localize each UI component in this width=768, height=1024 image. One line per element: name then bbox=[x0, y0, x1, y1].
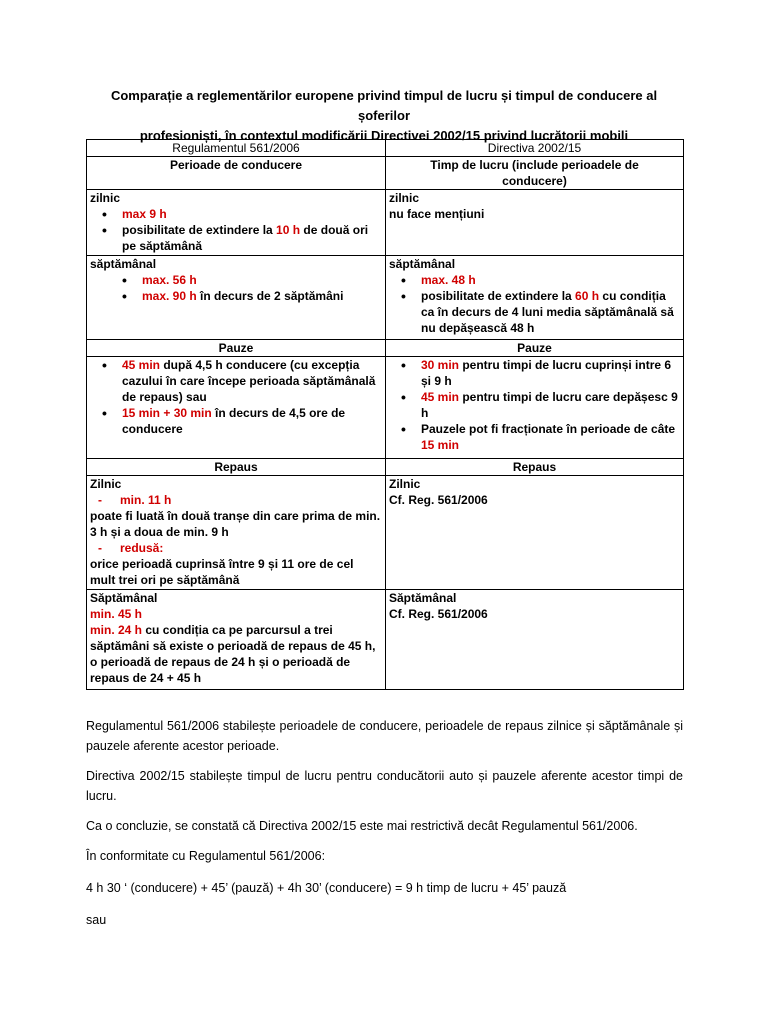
daily-right-cell bbox=[386, 190, 684, 256]
paragraph-6: sau bbox=[86, 913, 107, 927]
repaus-header-row bbox=[87, 459, 684, 476]
list-item: • max. 56 h bbox=[142, 272, 382, 288]
list-item: • 15 min + 30 min în decurs de 4,5 ore de conducere bbox=[122, 405, 382, 437]
repaus-weekly-row bbox=[87, 590, 684, 690]
repaus-weekly-min24: min. 24 h cu condiția ca pe parcursul a trei săptămâni să existe o perioadă de repaus de 45 h, o perioadă de repaus de 24 h și o perioadă de repaus de 24 + 45 h bbox=[90, 623, 376, 685]
comparison-table bbox=[86, 139, 684, 690]
repaus-weekly-left-cell bbox=[87, 590, 386, 690]
list-item: • Pauzele pot fi fracționate în perioade de câte 15 min bbox=[421, 421, 680, 453]
paragraph-5: 4 h 30 ‘ (conducere) + 45’ (pauză) + 4h 30’ (conducere) = 9 h timp de lucru + 45’ pauză bbox=[86, 881, 567, 895]
pauze-row bbox=[87, 357, 684, 459]
title-line-2: profesioniști, în contextul modificării Directivei 2002/15 privind lucrătorii mobili bbox=[139, 128, 629, 143]
daily-list bbox=[90, 206, 382, 254]
repaus-daily-row bbox=[87, 476, 684, 590]
repaus-daily-text-1: poate fi luată în două tranșe din care prima de min. 3 h și a doua de min. 9 h bbox=[90, 509, 381, 539]
table-subheader-row bbox=[87, 157, 684, 190]
table-row-daily bbox=[87, 190, 684, 256]
paragraph-2: Directiva 2002/15 stabilește timpul de lucru pentru conducătorii auto și pauzele aferente acestor timpi de lucru. bbox=[86, 769, 683, 803]
weekly-left-cell bbox=[87, 256, 386, 340]
daily-right-text: nu face mențiuni bbox=[389, 207, 485, 221]
table-header-row bbox=[87, 140, 684, 157]
weekly-list bbox=[90, 272, 382, 304]
repaus-daily-item-1: - min. 11 h bbox=[98, 493, 172, 507]
weekly-right-cell bbox=[386, 256, 684, 340]
repaus-weekly-right-label: Săptămânal bbox=[389, 591, 457, 605]
repaus-header-right: Repaus bbox=[386, 459, 684, 476]
daily-label: zilnic bbox=[90, 191, 121, 205]
list-item: • posibilitate de extindere la 10 h de două ori pe săptămână bbox=[122, 222, 382, 254]
pauze-right-cell bbox=[386, 357, 684, 459]
repaus-daily-item-2: - redusă: bbox=[98, 541, 164, 555]
repaus-weekly-right-text: Cf. Reg. 561/2006 bbox=[389, 607, 488, 621]
col1-subheader: Perioade de conducere bbox=[87, 157, 386, 190]
repaus-header-left: Repaus bbox=[87, 459, 386, 476]
repaus-weekly-right-cell bbox=[386, 590, 684, 690]
list-item: • posibilitate de extindere la 60 h cu condiția ca în decurs de 4 luni media săptămânală să nu depășească 48 h bbox=[421, 288, 680, 336]
list-item: • 45 min după 4,5 h conducere (cu excepția cazului în care începe perioada săptămânală de repaus) sau bbox=[122, 357, 382, 405]
pauze-header-row bbox=[87, 340, 684, 357]
pauze-header-right: Pauze bbox=[386, 340, 684, 357]
list-item: • max 9 h bbox=[122, 206, 382, 222]
paragraph-4: În conformitate cu Regulamentul 561/2006: bbox=[86, 849, 326, 863]
repaus-daily-left-cell bbox=[87, 476, 386, 590]
pauze-header-left: Pauze bbox=[87, 340, 386, 357]
paragraph-3: Ca o concluzie, se constată că Directiva 2002/15 este mai restrictivă decât Regulamentul 561/2006. bbox=[86, 819, 638, 833]
weekly-right-list bbox=[389, 272, 680, 336]
list-item: • max. 90 h în decurs de 2 săptămâni bbox=[142, 288, 382, 304]
document-title bbox=[86, 86, 682, 146]
col2-header: Directiva 2002/15 bbox=[386, 140, 684, 157]
weekly-right-label: săptămânal bbox=[389, 257, 456, 271]
repaus-daily-right-text: Cf. Reg. 561/2006 bbox=[389, 493, 488, 507]
weekly-label: săptămânal bbox=[90, 257, 157, 271]
repaus-daily-right-cell bbox=[386, 476, 684, 590]
pauze-left-cell bbox=[87, 357, 386, 459]
repaus-weekly-min45: min. 45 h bbox=[90, 607, 143, 621]
paragraph-1: Regulamentul 561/2006 stabilește perioadele de conducere, perioadele de repaus zilnice și săptămânale și pauzele aferente acestor perioade. bbox=[86, 719, 683, 753]
daily-right-label: zilnic bbox=[389, 191, 420, 205]
repaus-weekly-label: Săptămânal bbox=[90, 591, 158, 605]
repaus-daily-text-2: orice perioadă cuprinsă între 9 și 11 ore de cel mult trei ori pe săptămână bbox=[90, 557, 354, 587]
list-item: • max. 48 h bbox=[421, 272, 680, 288]
list-item: • 30 min pentru timpi de lucru cuprinși intre 6 și 9 h bbox=[421, 357, 680, 389]
list-item: • 45 min pentru timpi de lucru care depășesc 9 h bbox=[421, 389, 680, 421]
col2-subheader: Timp de lucru (include perioadele de conducere) bbox=[386, 157, 684, 190]
repaus-daily-label: Zilnic bbox=[90, 477, 122, 491]
pauze-left-list bbox=[90, 357, 382, 437]
daily-left-cell bbox=[87, 190, 386, 256]
col1-header: Regulamentul 561/2006 bbox=[87, 140, 386, 157]
pauze-right-list bbox=[389, 357, 680, 453]
title-line-1: Comparație a reglementărilor europene privind timpul de lucru și timpul de conducere al șoferilor bbox=[110, 88, 658, 123]
table-row-weekly bbox=[87, 256, 684, 340]
repaus-daily-right-label: Zilnic bbox=[389, 477, 421, 491]
